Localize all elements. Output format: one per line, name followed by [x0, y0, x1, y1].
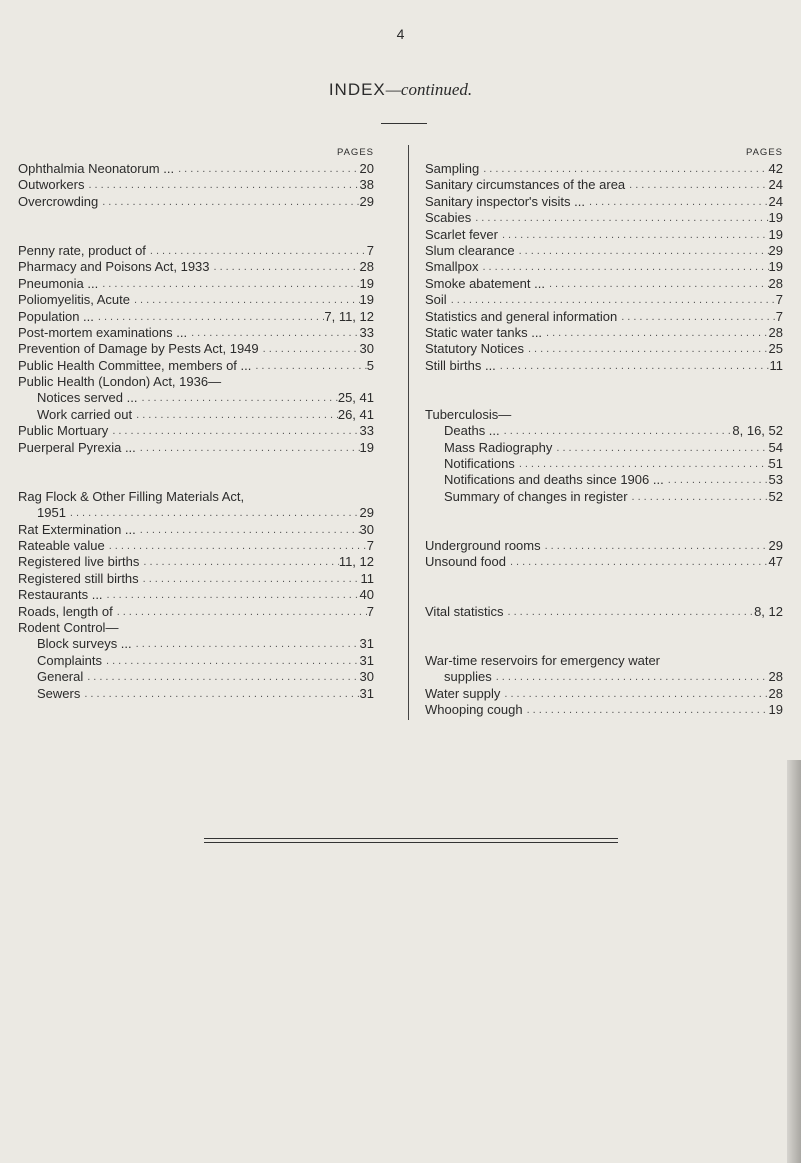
entry-pages: 31 — [359, 636, 374, 652]
index-entry — [18, 522, 374, 538]
index-entry — [18, 554, 374, 570]
entry-text: Puerperal Pyrexia ... — [18, 439, 136, 455]
dot-leader — [244, 489, 374, 505]
dot-leader — [136, 440, 360, 456]
dot-leader — [524, 341, 769, 357]
index-entry — [18, 374, 374, 390]
index-entry — [18, 292, 374, 308]
entry-text: Restaurants ... — [18, 587, 103, 603]
index-entry — [18, 653, 374, 669]
entry-pages: 19 — [359, 439, 374, 455]
entry-pages: 51 — [768, 456, 783, 472]
dot-leader — [625, 177, 768, 193]
index-entry — [425, 440, 783, 456]
index-entry — [425, 292, 783, 308]
pages-label-left: PAGES — [336, 147, 374, 158]
group-spacer — [18, 210, 374, 243]
entry-text: Statutory Notices — [425, 341, 524, 357]
entry-pages: 8, 16, 52 — [732, 423, 783, 439]
dot-leader — [136, 522, 360, 538]
entry-pages: 7 — [366, 538, 374, 554]
dot-leader — [98, 194, 359, 210]
entry-text: Rag Flock & Other Filling Materials Act, — [18, 488, 245, 504]
index-entry — [425, 604, 783, 620]
entry-pages: 11 — [360, 570, 374, 586]
entry-text: Rodent Control— — [18, 619, 119, 635]
entry-text: Statistics and general information — [425, 308, 618, 324]
index-entry — [18, 177, 374, 193]
entry-text: Ophthalmia Neonatorum ... — [18, 161, 175, 176]
dot-leader — [187, 325, 359, 341]
entry-pages: 11, 12 — [338, 554, 374, 570]
index-entry — [18, 358, 374, 374]
dot-leader — [146, 243, 367, 259]
index-entry — [18, 571, 374, 587]
left-column — [18, 145, 374, 702]
index-entry — [18, 636, 374, 652]
right-column — [425, 145, 783, 718]
entry-pages: 7 — [366, 603, 374, 619]
index-entry — [425, 227, 783, 243]
entry-text: Population ... — [18, 308, 94, 324]
entry-text: Pneumonia ... — [18, 275, 99, 291]
index-entry — [425, 702, 783, 718]
entry-pages: 19 — [359, 275, 374, 291]
entry-text: Underground rooms — [425, 538, 541, 554]
index-entry — [425, 194, 783, 210]
entry-text: Public Mortuary — [18, 423, 109, 439]
dot-leader — [98, 276, 359, 292]
index-entry — [425, 456, 783, 472]
entry-pages: 19 — [768, 226, 783, 242]
index-entry — [425, 259, 783, 275]
entry-text: Overcrowding — [18, 193, 99, 209]
dot-leader — [251, 358, 366, 374]
dot-leader — [108, 423, 359, 439]
dot-leader — [139, 571, 361, 587]
index-entry — [18, 276, 374, 292]
entry-text: Scabies — [425, 210, 472, 226]
entry-text: Summary of changes in register — [444, 488, 628, 504]
entry-pages: 20 — [359, 161, 374, 176]
index-entry — [425, 325, 783, 341]
entry-pages: 7 — [775, 308, 783, 324]
group-spacer — [425, 505, 783, 538]
dot-leader — [523, 702, 769, 718]
entry-pages: 26, 41 — [337, 406, 374, 422]
entry-text: Vital statistics — [425, 603, 504, 619]
entry-pages: 33 — [359, 423, 374, 439]
dot-leader — [210, 259, 360, 275]
entry-pages: 28 — [768, 669, 783, 685]
entry-pages: 7, 11, 12 — [324, 308, 374, 324]
entry-text: Water supply — [425, 685, 501, 701]
index-entry — [18, 390, 374, 406]
entry-pages: 7 — [366, 242, 374, 258]
entry-text: Notifications — [444, 456, 515, 472]
entry-text: General — [37, 669, 84, 685]
entry-pages: 7 — [775, 292, 783, 308]
index-entry — [18, 489, 374, 505]
entry-pages: 54 — [768, 439, 783, 455]
index-entry — [425, 686, 783, 702]
index-entry — [425, 538, 783, 554]
index-entry — [18, 243, 374, 259]
index-entry — [425, 472, 783, 488]
index-entry — [425, 161, 783, 177]
entry-pages: 24 — [768, 177, 783, 193]
dot-leader — [545, 276, 769, 292]
index-title-main: INDEX — [328, 80, 386, 99]
group-spacer — [425, 374, 783, 407]
entry-text: Public Health (London) Act, 1936— — [18, 374, 222, 390]
entry-text: Outworkers — [18, 177, 85, 193]
index-entry — [425, 407, 783, 423]
entry-pages: 11 — [769, 357, 783, 373]
entry-pages: 29 — [768, 538, 783, 554]
entry-pages: 30 — [359, 521, 374, 537]
entry-pages: 28 — [359, 259, 374, 275]
entry-pages: 28 — [768, 685, 783, 701]
dot-leader — [500, 423, 733, 439]
pages-label-right: PAGES — [745, 147, 783, 158]
dot-leader — [664, 472, 769, 488]
page-number: 4 — [396, 26, 405, 42]
dot-leader — [500, 686, 768, 702]
index-entry — [18, 620, 374, 636]
dot-leader — [471, 210, 768, 226]
entry-text: Post-mortem examinations ... — [18, 324, 188, 340]
group-spacer — [425, 620, 783, 653]
bottom-rule-1 — [204, 838, 618, 839]
entry-text: Deaths ... — [444, 423, 500, 439]
entry-text: Scarlet fever — [425, 226, 498, 242]
dot-leader — [221, 374, 374, 390]
dot-leader — [103, 587, 360, 603]
dot-leader — [498, 227, 769, 243]
entry-text: Mass Radiography — [444, 439, 553, 455]
index-entry — [425, 653, 783, 669]
index-entry — [18, 325, 374, 341]
dot-leader — [84, 177, 359, 193]
dot-leader — [478, 259, 768, 275]
entry-text: Public Health Committee, members of ... — [18, 357, 252, 373]
index-entry — [18, 669, 374, 685]
index-entry — [18, 505, 374, 521]
entry-text: Smallpox — [425, 259, 479, 275]
entry-pages: 28 — [768, 324, 783, 340]
dot-leader — [139, 554, 338, 570]
entry-text: Complaints — [37, 652, 103, 668]
entry-pages: 25 — [768, 341, 783, 357]
entry-pages: 19 — [768, 210, 783, 226]
entry-pages: 19 — [359, 292, 374, 308]
dot-leader — [174, 161, 359, 177]
entry-text: War-time reservoirs for emergency water — [425, 652, 661, 668]
entry-pages: 19 — [768, 259, 783, 275]
left-entries — [18, 161, 374, 702]
dot-leader — [83, 669, 359, 685]
group-spacer — [18, 456, 374, 489]
entry-text: supplies — [444, 669, 492, 685]
entry-pages: 33 — [359, 324, 374, 340]
entry-pages: 25, 41 — [337, 390, 374, 406]
entry-pages: 53 — [768, 472, 783, 488]
entry-pages: 42 — [768, 161, 783, 176]
index-entry — [425, 341, 783, 357]
index-entry — [425, 669, 783, 685]
entry-text: Sewers — [37, 685, 81, 701]
index-entry — [18, 259, 374, 275]
dot-leader — [504, 604, 755, 620]
right-entries — [425, 161, 783, 718]
index-title-suffix: —continued. — [385, 80, 473, 99]
entry-pages: 5 — [366, 357, 374, 373]
entry-pages: 19 — [768, 701, 783, 717]
index-entry — [18, 423, 374, 439]
index-entry — [425, 489, 783, 505]
index-entry — [425, 243, 783, 259]
entry-pages: 8, 12 — [754, 603, 783, 619]
dot-leader — [552, 440, 768, 456]
dot-leader — [506, 554, 769, 570]
index-entry — [425, 423, 783, 439]
index-entry — [18, 407, 374, 423]
entry-text: Rateable value — [18, 538, 105, 554]
index-entry — [18, 161, 374, 177]
entry-text: Unsound food — [425, 554, 506, 570]
entry-text: Prevention of Damage by Pests Act, 1949 — [18, 341, 259, 357]
entry-text: Registered live births — [18, 554, 140, 570]
index-entry — [425, 177, 783, 193]
entry-text: Poliomyelitis, Acute — [18, 292, 130, 308]
page-edge-shadow — [787, 760, 801, 1163]
entry-text: Slum clearance — [425, 242, 515, 258]
dot-leader — [541, 538, 769, 554]
dot-leader — [130, 292, 360, 308]
dot-leader — [102, 653, 360, 669]
entry-text: Still births ... — [425, 357, 496, 373]
entry-text: Block surveys ... — [37, 636, 132, 652]
dot-leader — [447, 292, 776, 308]
entry-pages: 30 — [359, 669, 374, 685]
dot-leader — [515, 456, 769, 472]
entry-pages: 24 — [768, 193, 783, 209]
entry-text: Sanitary circumstances of the area — [425, 177, 626, 193]
entry-text: Smoke abatement ... — [425, 275, 545, 291]
dot-leader — [628, 489, 769, 505]
column-divider — [408, 145, 409, 720]
index-entry — [425, 358, 783, 374]
index-entry — [18, 686, 374, 702]
index-entry — [18, 538, 374, 554]
entry-pages: 31 — [359, 685, 374, 701]
entry-pages: 52 — [768, 488, 783, 504]
bottom-rule-2 — [204, 842, 618, 843]
index-entry — [18, 440, 374, 456]
dot-leader — [496, 358, 770, 374]
index-entry — [425, 309, 783, 325]
entry-text: Registered still births — [18, 570, 139, 586]
entry-pages: 47 — [768, 554, 783, 570]
dot-leader — [511, 407, 783, 423]
dot-leader — [80, 686, 359, 702]
dot-leader — [94, 309, 324, 325]
entry-text: Rat Extermination ... — [18, 521, 136, 537]
dot-leader — [132, 407, 338, 423]
index-entry — [18, 341, 374, 357]
dot-leader — [542, 325, 768, 341]
index-entry — [18, 194, 374, 210]
dot-leader — [259, 341, 360, 357]
dot-leader — [479, 161, 768, 177]
entry-text: Roads, length of — [18, 603, 113, 619]
index-entry — [425, 276, 783, 292]
entry-text: Penny rate, product of — [18, 242, 146, 258]
dot-leader — [617, 309, 776, 325]
group-spacer — [425, 571, 783, 604]
index-entry — [18, 309, 374, 325]
entry-pages: 29 — [768, 242, 783, 258]
dot-leader — [66, 505, 360, 521]
dot-leader — [515, 243, 769, 259]
index-entry — [425, 554, 783, 570]
dot-leader — [585, 194, 769, 210]
entry-pages: 28 — [768, 275, 783, 291]
entry-text: Sanitary inspector's visits ... — [425, 193, 585, 209]
dot-leader — [137, 390, 337, 406]
dot-leader — [105, 538, 367, 554]
entry-pages: 38 — [359, 177, 374, 193]
entry-text: Pharmacy and Poisons Act, 1933 — [18, 259, 210, 275]
title-rule — [381, 123, 427, 124]
entry-text: Notices served ... — [37, 390, 138, 406]
entry-text: Notifications and deaths since 1906 ... — [444, 472, 664, 488]
entry-text: Soil — [425, 292, 447, 308]
dot-leader — [492, 669, 769, 685]
index-entry — [425, 210, 783, 226]
dot-leader — [660, 653, 783, 669]
entry-text: Tuberculosis— — [425, 406, 512, 422]
entry-pages: 31 — [359, 652, 374, 668]
entry-text: 1951 — [37, 505, 66, 521]
index-entry — [18, 604, 374, 620]
entry-text: Whooping cough — [425, 701, 523, 717]
dot-leader — [118, 620, 374, 636]
dot-leader — [132, 636, 360, 652]
entry-text: Static water tanks ... — [425, 324, 543, 340]
entry-text: Work carried out — [37, 406, 133, 422]
entry-pages: 29 — [359, 193, 374, 209]
entry-text: Sampling — [425, 161, 480, 176]
entry-pages: 40 — [359, 587, 374, 603]
entry-pages: 30 — [359, 341, 374, 357]
dot-leader — [113, 604, 367, 620]
index-title — [0, 80, 801, 100]
entry-pages: 29 — [359, 505, 374, 521]
index-entry — [18, 587, 374, 603]
